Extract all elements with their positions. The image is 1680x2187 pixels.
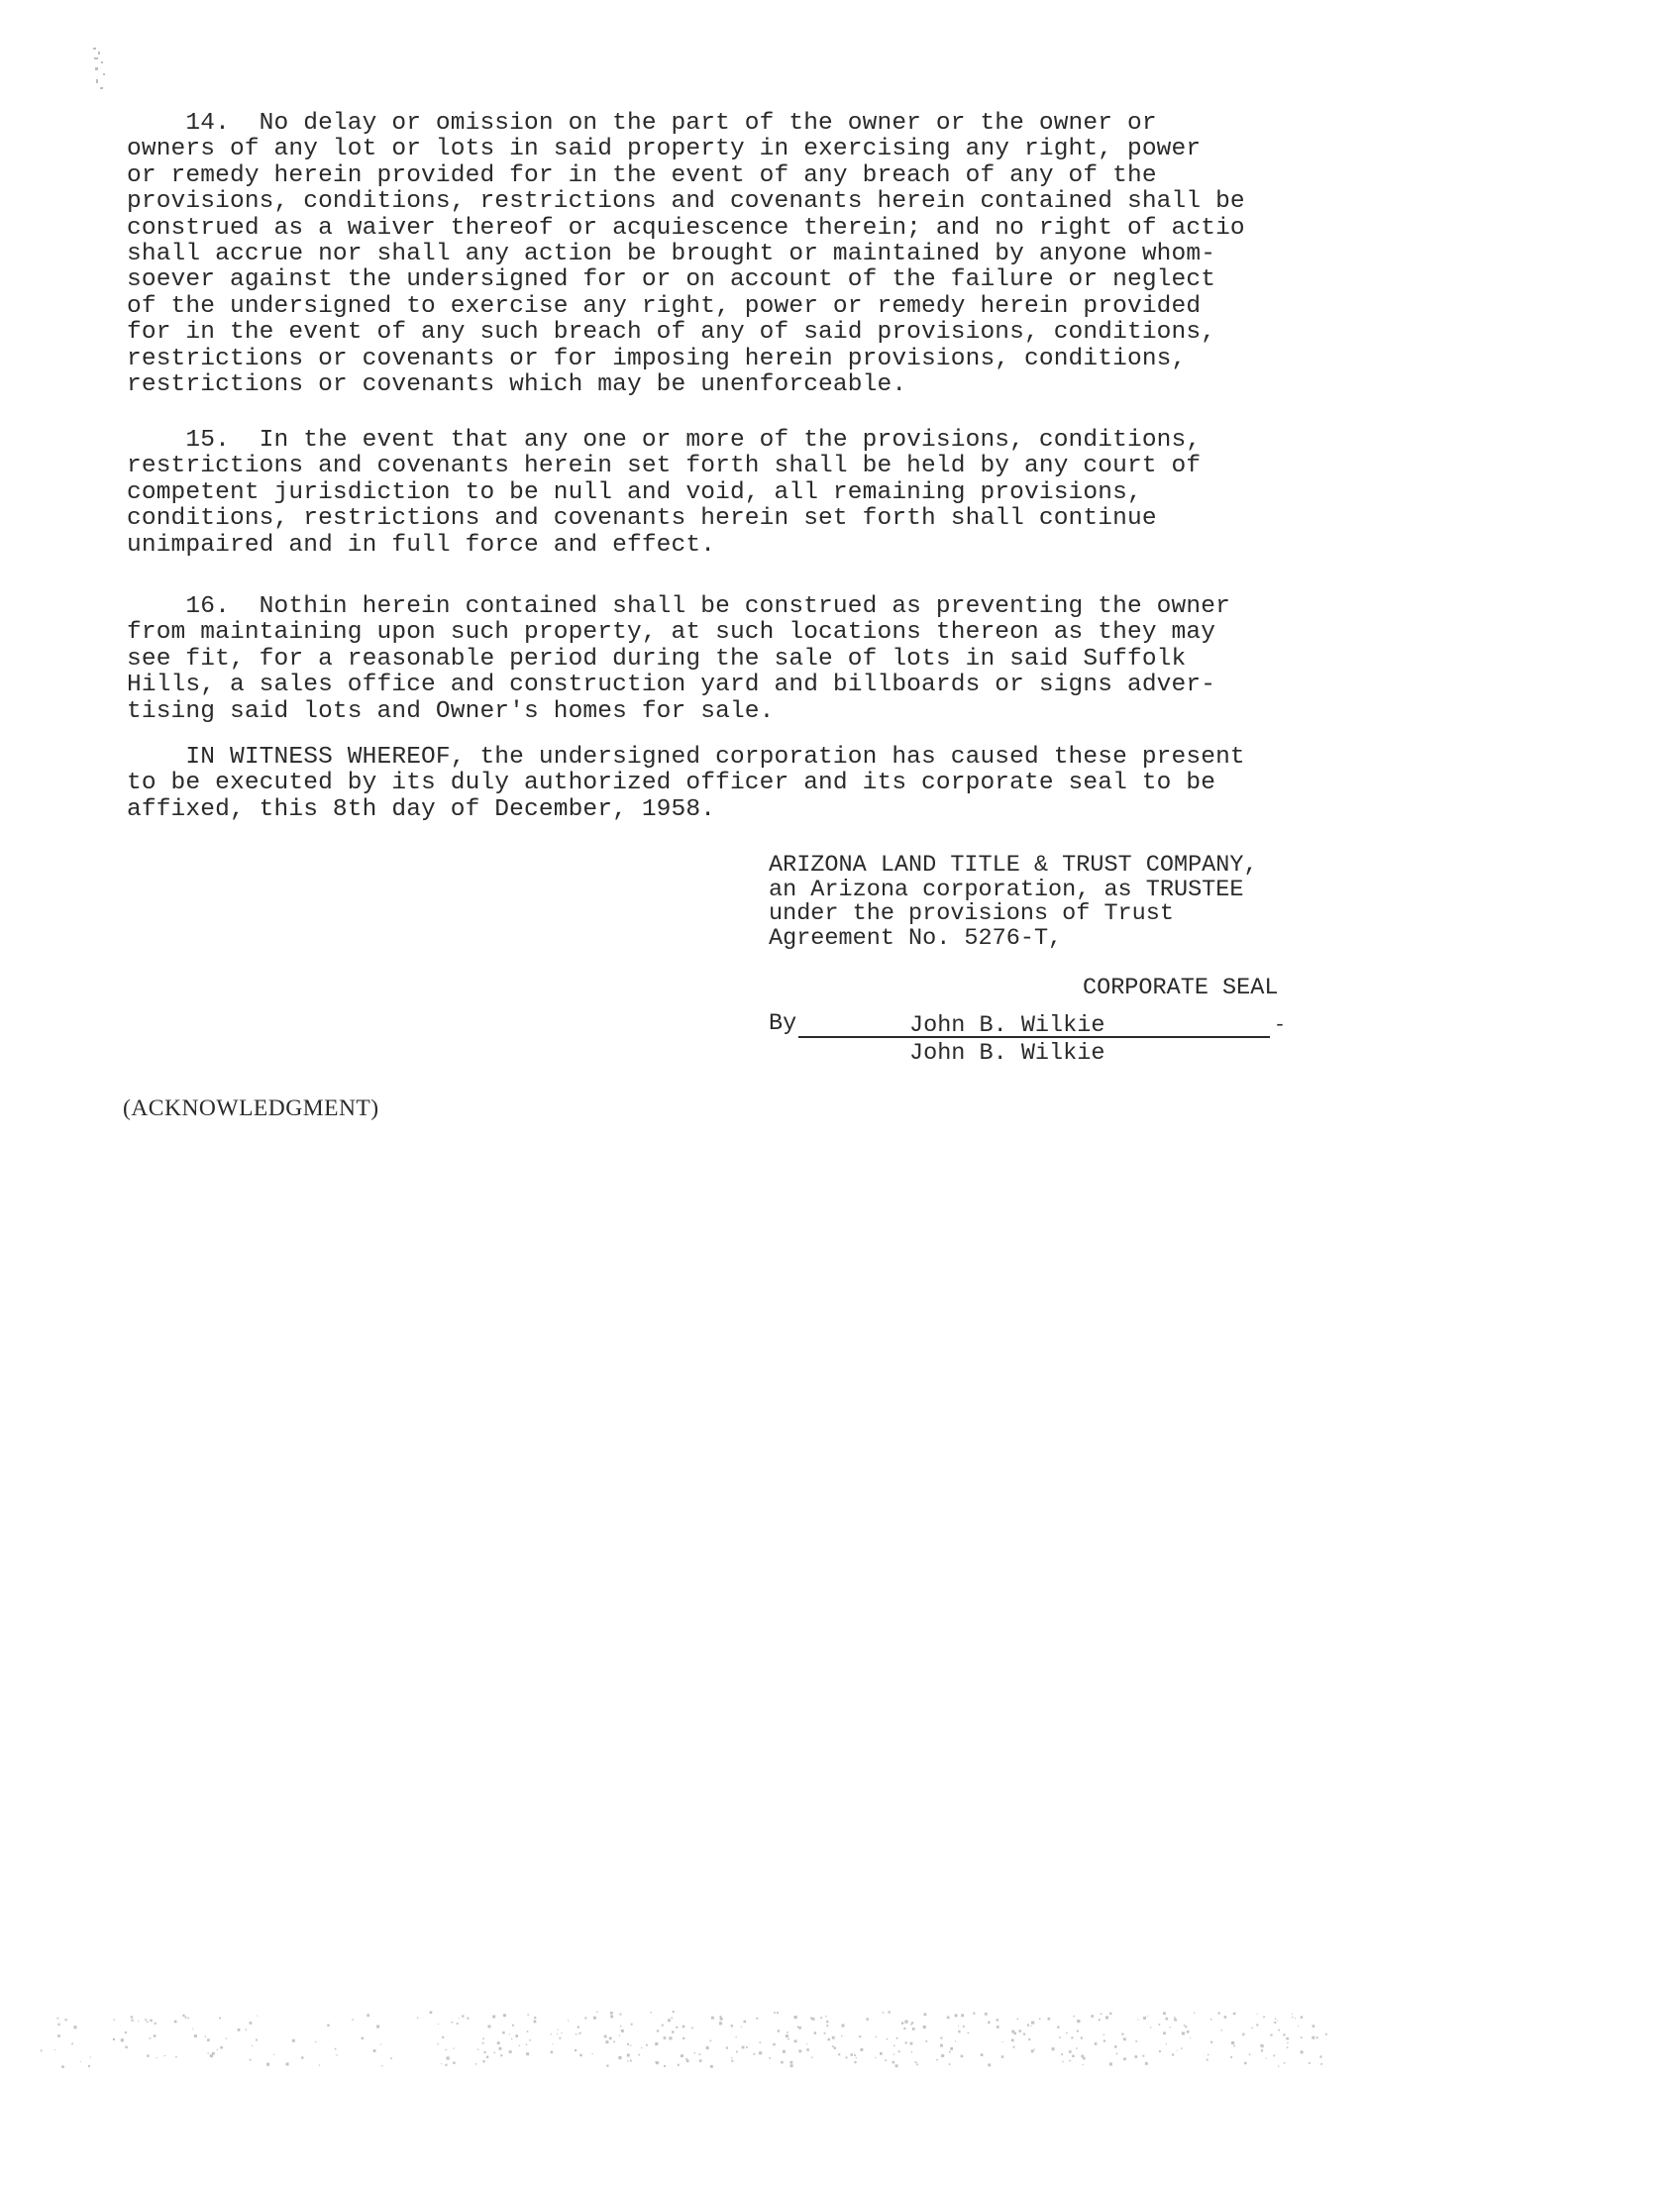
company-signature-block: ARIZONA LAND TITLE & TRUST COMPANY, an Arizona corporation, as TRUSTEE under the provisions of Trust Agreement No. 5276-T, [769,852,1258,952]
signature-line [798,1036,1270,1038]
signed-name: John B. Wilkie [909,1012,1105,1039]
by-label: By [769,1010,797,1037]
signature-trailing-mark: - [1274,1014,1287,1037]
paragraph-15: 15. In the event that any one or more of the provisions, conditions, restrictions and covenants herein set forth shall be held by any court of competent jurisdiction to be null and void, all remaining provisions, conditions, restrictions and covenants herein set forth shall continue unimpaired and in full force and effect. [127,427,1202,559]
paragraph-14: 14. No delay or omission on the part of the owner or the owner or owners of any lot or lots in said property in exercising any right, power or remedy herein provided for in the event of any breach of any of the provisions, conditions, restrictions and covenants herein contained shall be construed as a waiver thereof or acquiescence therein; and no right of actio shall accrue nor shall any action be brought or maintained by anyone whom- soever against the undersigned for or on account of the failure or neglect of the undersigned to exercise any right, power or remedy herein provided for in the event of any such breach of any of said provisions, conditions, restrictions or covenants or for imposing herein provisions, conditions, restrictions or covenants which may be unenforceable. [127,110,1245,399]
paragraph-16: 16. Nothin herein contained shall be construed as preventing the owner from maintaining upon such property, at such locations thereon as they may see fit, for a reasonable period during the sale of lots in said Suffolk Hills, a sales office and construction yard and billboards or signs adver- tising said lots and Owner's homes for sale. [127,593,1230,725]
witness-paragraph: IN WITNESS WHEREOF, the undersigned corporation has caused these present to be executed by its duly authorized officer and its corporate seal to be affixed, this 8th day of December, 1958. [127,744,1245,823]
scan-artifact-mark [91,44,113,99]
corporate-seal-label: CORPORATE SEAL [1083,975,1279,1001]
typed-name: John B. Wilkie [909,1040,1105,1067]
acknowledgment-heading: (ACKNOWLEDGMENT) [123,1095,379,1121]
scan-noise-band [40,2011,1327,2070]
